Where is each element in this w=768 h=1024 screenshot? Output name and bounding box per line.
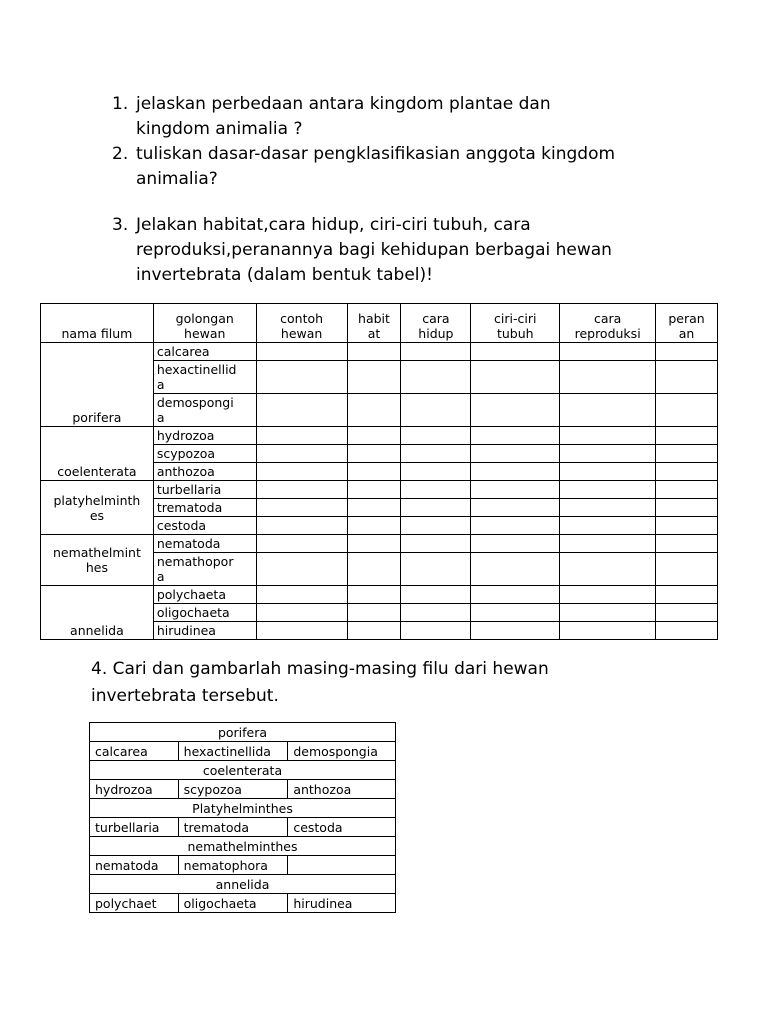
table-row [41, 535, 718, 553]
filum-nemathelminthes: nemathelmint hes [41, 535, 154, 586]
golongan-cell: nematoda [153, 535, 256, 553]
table-row [90, 723, 396, 742]
filum-porifera: porifera [41, 343, 154, 427]
group-header: annelida [90, 875, 396, 894]
invertebrate-table [40, 303, 718, 640]
table-cell: calcarea [90, 742, 179, 761]
golongan-cell: nemathopor a [153, 553, 256, 586]
table-cell: polychaet [90, 894, 179, 913]
table-cell: hirudinea [288, 894, 396, 913]
table-header-row [41, 304, 718, 343]
filum-platyhelminthes: platyhelminth es [41, 481, 154, 535]
question-text: Jelakan habitat,cara hidup, ciri-ciri tubuh, cara [136, 215, 531, 235]
group-header: coelenterata [90, 761, 396, 780]
group-header: nemathelminthes [90, 837, 396, 856]
header-habitat: habit at [347, 304, 401, 343]
question-text: tuliskan dasar-dasar pengklasifikasian anggota kingdom [136, 144, 616, 164]
golongan-cell: scypozoa [153, 445, 256, 463]
table-cell: cestoda [288, 818, 396, 837]
question-list [112, 92, 712, 288]
golongan-cell: cestoda [153, 517, 256, 535]
table-row [90, 742, 396, 761]
golongan-cell: calcarea [153, 343, 256, 361]
header-golongan-hewan: golongan hewan [153, 304, 256, 343]
table-row [41, 586, 718, 604]
golongan-cell: oligochaeta [153, 604, 256, 622]
table-cell: demospongia [288, 742, 396, 761]
golongan-cell: hexactinellid a [153, 361, 256, 394]
question-text: jelaskan perbedaan antara kingdom plantae dan [136, 94, 551, 114]
table-row [90, 799, 396, 818]
question-4 [91, 656, 651, 710]
table-cell: anthozoa [288, 780, 396, 799]
table-cell: hydrozoa [90, 780, 179, 799]
table-row [41, 481, 718, 499]
golongan-cell: hirudinea [153, 622, 256, 640]
filum-annelida: annelida [41, 586, 154, 640]
group-header: Platyhelminthes [90, 799, 396, 818]
header-cara-hidup: cara hidup [401, 304, 471, 343]
question-text: animalia? [136, 169, 218, 189]
table-row [90, 875, 396, 894]
golongan-cell: demospongi a [153, 394, 256, 427]
filum-coelenterata: coelenterata [41, 427, 154, 481]
group-header: porifera [90, 723, 396, 742]
filum-drawing-table [89, 722, 396, 913]
question-text: kingdom animalia ? [136, 119, 303, 139]
question-text: invertebrata tersebut. [91, 686, 279, 706]
golongan-cell: polychaeta [153, 586, 256, 604]
header-peranan: peran an [656, 304, 718, 343]
table-row [90, 761, 396, 780]
table-row [90, 856, 396, 875]
question-2 [112, 142, 712, 192]
table-cell [288, 856, 396, 875]
question-text: 4. Cari dan gambarlah masing-masing filu dari hewan [91, 659, 549, 679]
table-row [41, 427, 718, 445]
table-cell: oligochaeta [178, 894, 288, 913]
golongan-cell: anthozoa [153, 463, 256, 481]
question-text: reproduksi,peranannya bagi kehidupan berbagai hewan [136, 240, 612, 260]
header-ciri-ciri-tubuh: ciri-ciri tubuh [471, 304, 560, 343]
table-cell: hexactinellida [178, 742, 288, 761]
question-text: invertebrata (dalam bentuk tabel)! [136, 265, 433, 285]
question-number: 1. [112, 94, 129, 114]
table-cell: nematophora [178, 856, 288, 875]
table-row [90, 818, 396, 837]
header-contoh-hewan: contoh hewan [256, 304, 347, 343]
table-row [90, 837, 396, 856]
table-cell: turbellaria [90, 818, 179, 837]
table-row [90, 780, 396, 799]
question-number: 3. [112, 215, 129, 235]
table-cell: trematoda [178, 818, 288, 837]
question-1 [112, 92, 712, 142]
golongan-cell: turbellaria [153, 481, 256, 499]
header-cara-reproduksi: cara reproduksi [560, 304, 656, 343]
table-cell: nematoda [90, 856, 179, 875]
table-row [41, 343, 718, 361]
golongan-cell: hydrozoa [153, 427, 256, 445]
header-nama-filum: nama filum [41, 304, 154, 343]
golongan-cell: trematoda [153, 499, 256, 517]
question-number: 2. [112, 144, 129, 164]
question-3 [112, 213, 712, 288]
table-cell: scypozoa [178, 780, 288, 799]
table-row [90, 894, 396, 913]
